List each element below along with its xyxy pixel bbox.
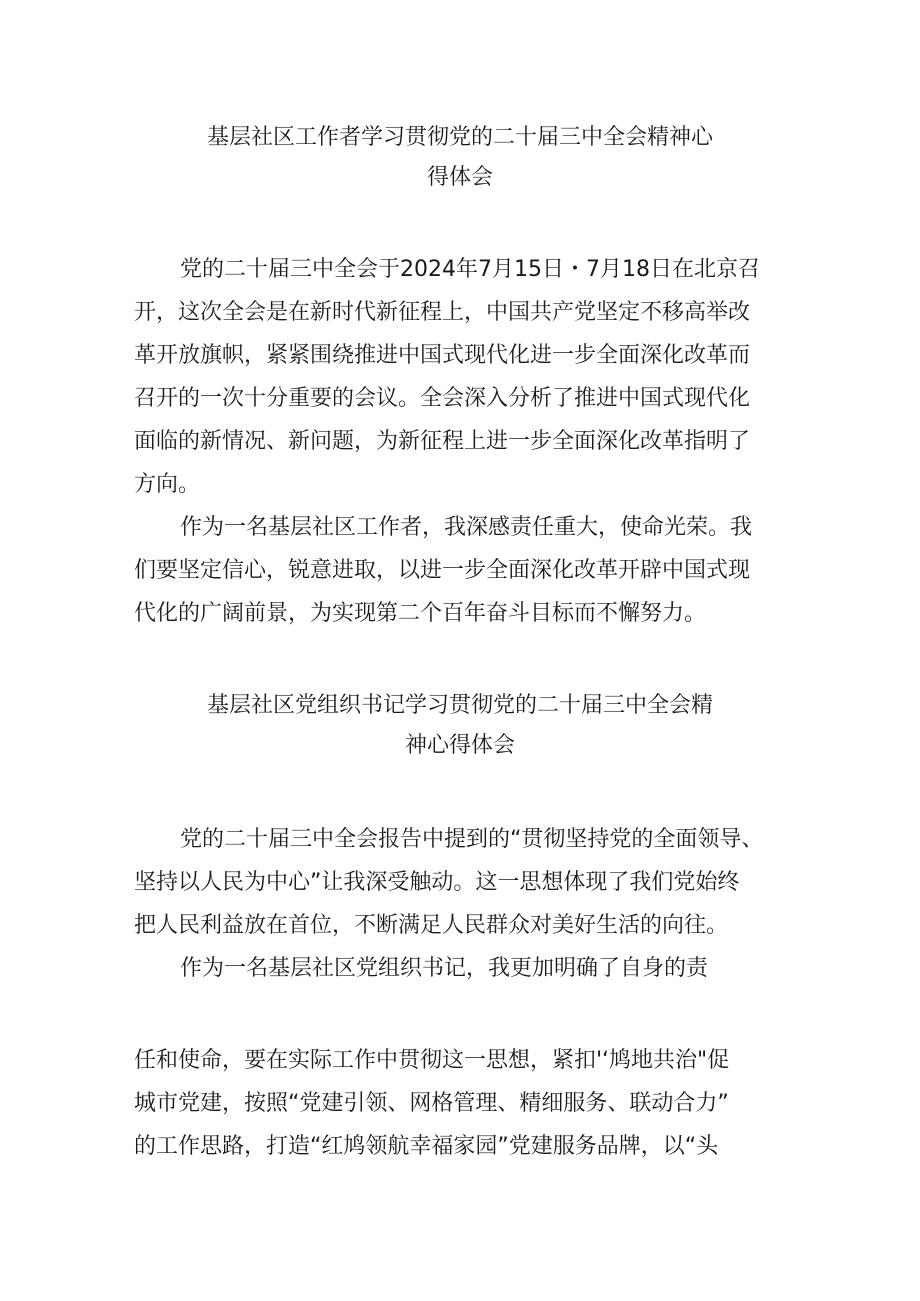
- text-line: 把人民利益放在首位，不断满足人民群众对美好生活的向往。: [134, 913, 729, 938]
- article-1-title: [120, 118, 800, 198]
- text-line: 代化的广阔前景，为实现第二个百年奋斗目标而不懈努力。: [134, 601, 707, 626]
- article-1-title-line: 基层社区工作者学习贯彻党的二十届三中全会精神心: [206, 125, 713, 150]
- text-line: 坚持以人民为中心”让我深受触动。这一思想体现了我们党始终: [134, 870, 740, 895]
- text-line: 城市党建，按照“党建引领、网格管理、精细服务、联动合力”: [134, 1091, 729, 1116]
- text-line: 们要坚定信心，锐意进取，以进一步全面深化改革开辟中国式现: [134, 558, 751, 583]
- text-line: 开，这次全会是在新时代新征程上，中国共产党坚定不移高举改: [134, 300, 751, 325]
- article-1-paragraph-2: [134, 506, 794, 635]
- text-line: 的工作思路，打造“红鸠领航幸福家园”党建服务品牌，以“头: [134, 1134, 719, 1159]
- article-2-paragraph-2: [134, 947, 794, 990]
- article-2-paragraph-3: [134, 1039, 794, 1168]
- text-line: 党的二十届三中全会于2024年7月15日・7月18日在北京召: [180, 257, 760, 282]
- article-2-title: [120, 686, 800, 766]
- text-line: 面临的新情况、新问题，为新征程上进一步全面深化改革指明了: [134, 429, 751, 454]
- article-2-paragraph-1: [134, 818, 794, 947]
- text-line: 革开放旗帜，紧紧围绕推进中国式现代化进一步全面深化改革而: [134, 343, 751, 368]
- text-line: 作为一名基层社区工作者，我深感责任重大，使命光荣。我: [180, 515, 753, 540]
- text-line: 召开的一次十分重要的会议。全会深入分析了推进中国式现代化: [134, 386, 751, 411]
- text-line: 党的二十届三中全会报告中提到的“贯彻坚持党的全面领导、: [180, 827, 764, 852]
- article-2-title-line: 基层社区党组织书记学习贯彻党的二十届三中全会精: [206, 693, 713, 718]
- text-line: 任和使命，要在实际工作中贯彻这一思想，紧扣'‘鸠地共治"促: [134, 1048, 730, 1073]
- article-2-title-line: 神心得体会: [404, 733, 515, 758]
- text-line: 作为一名基层社区党组织书记，我更加明确了自身的责: [180, 956, 709, 981]
- text-line: 方向。: [134, 472, 201, 497]
- article-1-title-line: 得体会: [426, 165, 493, 190]
- article-1-paragraph-1: [134, 248, 794, 506]
